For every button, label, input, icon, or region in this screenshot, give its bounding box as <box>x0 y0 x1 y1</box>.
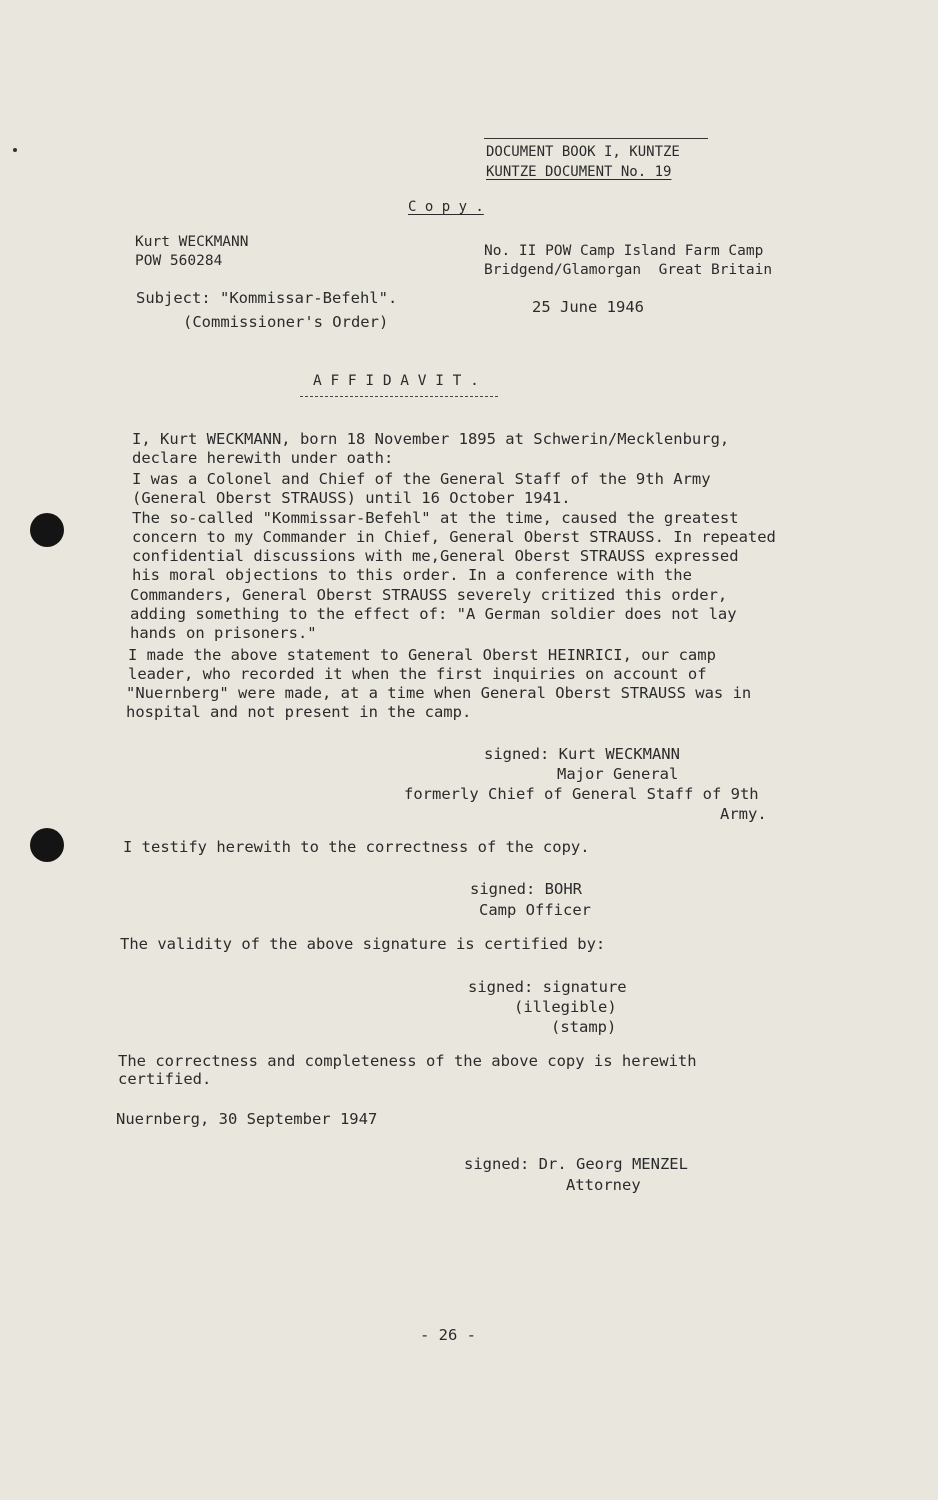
body-line: concern to my Commander in Chief, General Oberst STRAUSS. In repeated <box>132 528 776 546</box>
body-line: hands on prisoners." <box>130 624 317 642</box>
signature-menzel: signed: Dr. Georg MENZEL <box>464 1155 688 1173</box>
punch-hole-bottom <box>30 828 64 862</box>
document-number-line: KUNTZE DOCUMENT No. 19 <box>486 164 672 180</box>
signature-former-position: formerly Chief of General Staff of 9th <box>404 785 759 803</box>
sender-pow-number: POW 560284 <box>135 253 223 269</box>
signature-menzel-title: Attorney <box>566 1176 641 1194</box>
speck-mark <box>13 148 17 152</box>
completeness-line1: The correctness and completeness of the above copy is herewith <box>118 1052 697 1070</box>
header-top-rule <box>484 138 708 139</box>
signature-rank: Major General <box>557 765 679 783</box>
body-line: The so-called "Kommissar-Befehl" at the time, caused the greatest <box>132 509 739 527</box>
camp-location-line1: No. II POW Camp Island Farm Camp <box>484 243 764 259</box>
document-date: 25 June 1946 <box>532 298 644 316</box>
body-line: his moral objections to this order. In a conference with the <box>132 566 692 584</box>
completeness-line2: certified. <box>118 1070 212 1088</box>
subject-line1: Subject: "Kommissar-Befehl". <box>136 289 398 307</box>
signature-stamp-note: (stamp) <box>551 1018 617 1036</box>
body-line: leader, who recorded it when the first inquiries on account of <box>128 665 707 683</box>
sender-name: Kurt WECKMANN <box>135 234 249 250</box>
body-line: (General Oberst STRAUSS) until 16 October 1941. <box>132 489 571 507</box>
body-line: "Nuernberg" were made, at a time when General Oberst STRAUSS was in <box>126 684 752 702</box>
affidavit-title: A F F I D A V I T . <box>313 373 479 389</box>
body-line: confidential discussions with me,General Oberst STRAUSS expressed <box>132 547 739 565</box>
place-and-date: Nuernberg, 30 September 1947 <box>116 1110 378 1128</box>
body-line: hospital and not present in the camp. <box>126 703 472 721</box>
signature-illegible-note: (illegible) <box>514 998 617 1016</box>
page-number: - 26 - <box>420 1326 476 1344</box>
testify-statement: I testify herewith to the correctness of the copy. <box>123 838 590 856</box>
signature-illegible: signed: signature <box>468 978 627 996</box>
document-book-line: DOCUMENT BOOK I, KUNTZE <box>486 144 680 160</box>
title-underline <box>300 396 498 397</box>
body-line: I made the above statement to General Oberst HEINRICI, our camp <box>128 646 716 664</box>
signature-bohr-title: Camp Officer <box>479 901 591 919</box>
body-line: I was a Colonel and Chief of the General Staff of the 9th Army <box>132 470 711 488</box>
signature-former-position-cont: Army. <box>720 805 767 823</box>
signature-bohr: signed: BOHR <box>470 880 582 898</box>
copy-label: C o p y . <box>408 199 484 215</box>
body-line: Commanders, General Oberst STRAUSS severely critized this order, <box>130 586 728 604</box>
body-line: declare herewith under oath: <box>132 449 394 467</box>
validity-statement: The validity of the above signature is certified by: <box>120 935 606 953</box>
signature-weckmann: signed: Kurt WECKMANN <box>484 745 680 763</box>
body-line: adding something to the effect of: "A German soldier does not lay <box>130 605 737 623</box>
subject-line2: (Commissioner's Order) <box>183 313 389 331</box>
body-line: I, Kurt WECKMANN, born 18 November 1895 at Schwerin/Mecklenburg, <box>132 430 730 448</box>
camp-location-line2: Bridgend/Glamorgan Great Britain <box>484 262 773 278</box>
punch-hole-top <box>30 513 64 547</box>
